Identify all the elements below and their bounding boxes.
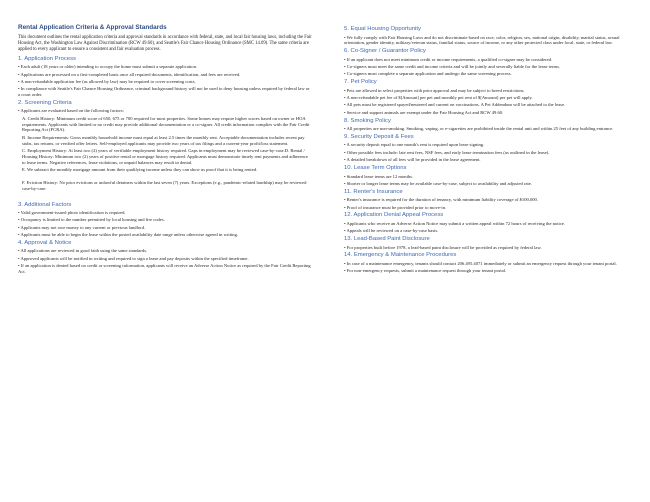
bullet-item: • Appeals will be reviewed on a case-by-case basis. <box>344 228 439 234</box>
paragraph-spacer <box>18 194 312 200</box>
section-heading-13-lead-based-paint-disclosure: 13. Lead-Based Paint Disclosure <box>344 236 430 243</box>
bullet-item: • A non-refundable application fee (as allowed by law) may be required to cover screening costs. <box>18 78 196 84</box>
bullet-item: • A non-refundable pet fee of $[Amount] per pet and monthly pet rent of $[Amount] per pet will apply. <box>344 95 533 101</box>
section-heading-3-additional-factors: 3. Additional Factors <box>18 201 72 208</box>
bullet-item: • If an application is denied based on credit or screening information, applicants will receive an Adverse Action Notice as required by the Fair Credit Reporting Act. <box>18 263 311 275</box>
bullet-item: • For non-emergency requests, submit a maintenance request through your tenant portal. <box>344 268 507 274</box>
bullet-item: • Applicants may not owe money to any current or previous landlord. <box>18 224 146 230</box>
section-heading-12-application-denial-appeal-process: 12. Application Denial Appeal Process <box>344 212 444 219</box>
bullet-item: • Shorter or longer lease terms may be available case-by-case, subject to availability and adjusted rate. <box>344 180 532 186</box>
left-column <box>18 24 312 276</box>
bullet-item: • All applications are reviewed in good faith using the same standards. <box>18 248 148 254</box>
section-heading-11-renter-s-insurance: 11. Renter's Insurance <box>344 188 403 195</box>
intro-paragraph: This document outlines the rental application criteria and approval standards in accordance with federal, state, and local fair housing laws, including the Fair Housing Act, the Washington Law Against Discrimination (RCW 49.60), and Seattle's Fair Chance Housing Ordinance (SMC 14.09). The same criteria are applied to every applicant to ensure a consistent and fair evaluation process. <box>18 35 312 53</box>
right-column <box>344 24 638 276</box>
bullet-item: • Applications are processed on a first-completed basis once all required documents, identification, and fees are received. <box>18 71 241 77</box>
criteria-paragraph: E. We subtract the monthly mortgage amount from their qualifying income unless they can show us proof that it is being rented. <box>22 166 258 172</box>
document-title: Rental Application Criteria & Approval Standards <box>18 24 167 31</box>
criteria-paragraph: F. Eviction History: No prior evictions or unlawful detainers within the last seven (7) years. Exceptions (e.g., pandemic-related hardship) may be reviewed case-by-case. <box>22 180 307 192</box>
bullet-item: • Approved applicants will be notified in writing and required to sign a lease and pay deposits within the specified timeframe. <box>18 255 249 261</box>
bullet-item: • For properties built before 1978, a lead-based paint disclosure will be provided as required by federal law. <box>344 244 542 250</box>
bullet-item: • Proof of insurance must be provided prior to move-in. <box>344 204 447 210</box>
bullet-item: • We fully comply with Fair Housing Laws and do not discriminate based on race, color, religion, sex, national origin, disability, marital status, sexual orientation, gender identity, military/veteran status, familial status, source of income, or any other protected class under local, state, or federal law. <box>344 34 620 46</box>
bullet-item: • Applicants are evaluated based on the following factors: <box>18 108 124 114</box>
section-heading-9-security-deposit-fees: 9. Security Deposit & Fees <box>344 133 414 140</box>
section-heading-2-screening-criteria: 2. Screening Criteria <box>18 99 72 106</box>
bullet-item: • Applicants must be able to begin the lease within the posted availability date range unless otherwise agreed in writing. <box>18 232 239 238</box>
bullet-item: • Renter's insurance is required for the duration of tenancy, with minimum liability coverage of $100,000. <box>344 197 539 203</box>
bullet-item: • Service and support animals are exempt under the Fair Housing Act and RCW 49.60. <box>344 109 504 115</box>
criteria-paragraph: C. Employment History: At least two (2) years of verifiable employment history required. Gaps in employment may be reviewed case-by-case.D. Rental / Housing History: Minimum two (2) years of positive rental or mortgage history required. Applicants must demonstrate timely rent payments and adherence to lease terms. Negative references, lease violations, or unpaid balances may result in denial. <box>22 147 308 165</box>
section-heading-5-equal-housing-opportunity: 5. Equal Housing Opportunity <box>344 26 421 32</box>
bullet-item: • Other possible fees include: late rent fees, NSF fees, and early lease termination fees (as outlined in the lease). <box>344 149 550 155</box>
bullet-item: • Valid government-issued photo identification is required. <box>18 210 126 215</box>
bullet-item: • Occupancy is limited to the number permitted by local housing and fire codes. <box>18 217 165 223</box>
bullet-item: • Co-signers must meet the same credit and income criteria and will be jointly and severally liable for the lease terms. <box>344 63 561 69</box>
bullet-item: • In compliance with Seattle's Fair Chance Housing Ordinance, criminal background history will not be used to deny housing unless required by federal law or a court order. <box>18 86 310 98</box>
bullet-item: • Each adult (18 years or older) intending to occupy the home must submit a separate application. <box>18 64 198 70</box>
bullet-item: • Standard lease terms are 12 months. <box>344 173 414 179</box>
section-heading-1-application-process: 1. Application Process <box>18 55 76 62</box>
criteria-paragraph: A. Credit History: Minimum credit score of 650, 675 or 700 required for most properties. Some homes may require higher scores based on owner or HOA requirements. Applicants with limited or no credit may provide additional documentation or a co-signer. All credit information complies with the Fair Credit Reporting Act (FCRA). <box>22 115 310 133</box>
bullet-item: • Pets are allowed in select properties with prior approval and may be subject to breed restrictions. <box>344 87 525 93</box>
section-heading-10-lease-term-options: 10. Lease Term Options <box>344 165 407 172</box>
bullet-item: • All pets must be registered spayed/neutered and current on vaccinations. A Pet Addendum will be attached to the lease. <box>344 102 566 108</box>
bullet-item: • A detailed breakdown of all fees will be provided in the lease agreement. <box>344 157 481 163</box>
bullet-item: • In case of a maintenance emergency, tenants should contact 206.495.4071 immediately or submit an emergency request through your tenant portal. <box>344 260 617 266</box>
section-heading-6-co-signer-guarantor-policy: 6. Co-Signer / Guarantor Policy <box>344 48 426 55</box>
section-heading-7-pet-policy: 7. Pet Policy <box>344 79 377 86</box>
bullet-item: • A security deposit equal to one month's rent is required upon lease signing. <box>344 142 485 148</box>
criteria-paragraph: B. Income Requirements: Gross monthly household income must equal at least 2.5 times the monthly rent. Acceptable documentation includes recent pay stubs, tax returns, or verified offer letters. Self-employed applicants may provide two years of tax filings and a current-year profit/loss statement. <box>22 134 305 146</box>
bullet-item: • Applicants who receive an Adverse Action Notice may submit a written appeal within 72 hours of receiving the notice. <box>344 220 566 226</box>
section-heading-8-smoking-policy: 8. Smoking Policy <box>344 117 391 124</box>
bullet-item: • If an applicant does not meet minimum credit or income requirements, a qualified co-signer may be considered. <box>344 56 553 62</box>
bullet-item: • Co-signers must complete a separate application and undergo the same screening process. <box>344 71 512 77</box>
section-heading-14-emergency-maintenance-procedures: 14. Emergency & Maintenance Procedures <box>344 252 457 259</box>
bullet-item: • All properties are non-smoking. Smoking, vaping, or e-cigarettes are prohibited inside the rental unit and within 25 feet of any building entrance. <box>344 126 614 132</box>
section-heading-4-approval-notice: 4. Approval & Notice <box>18 239 72 246</box>
